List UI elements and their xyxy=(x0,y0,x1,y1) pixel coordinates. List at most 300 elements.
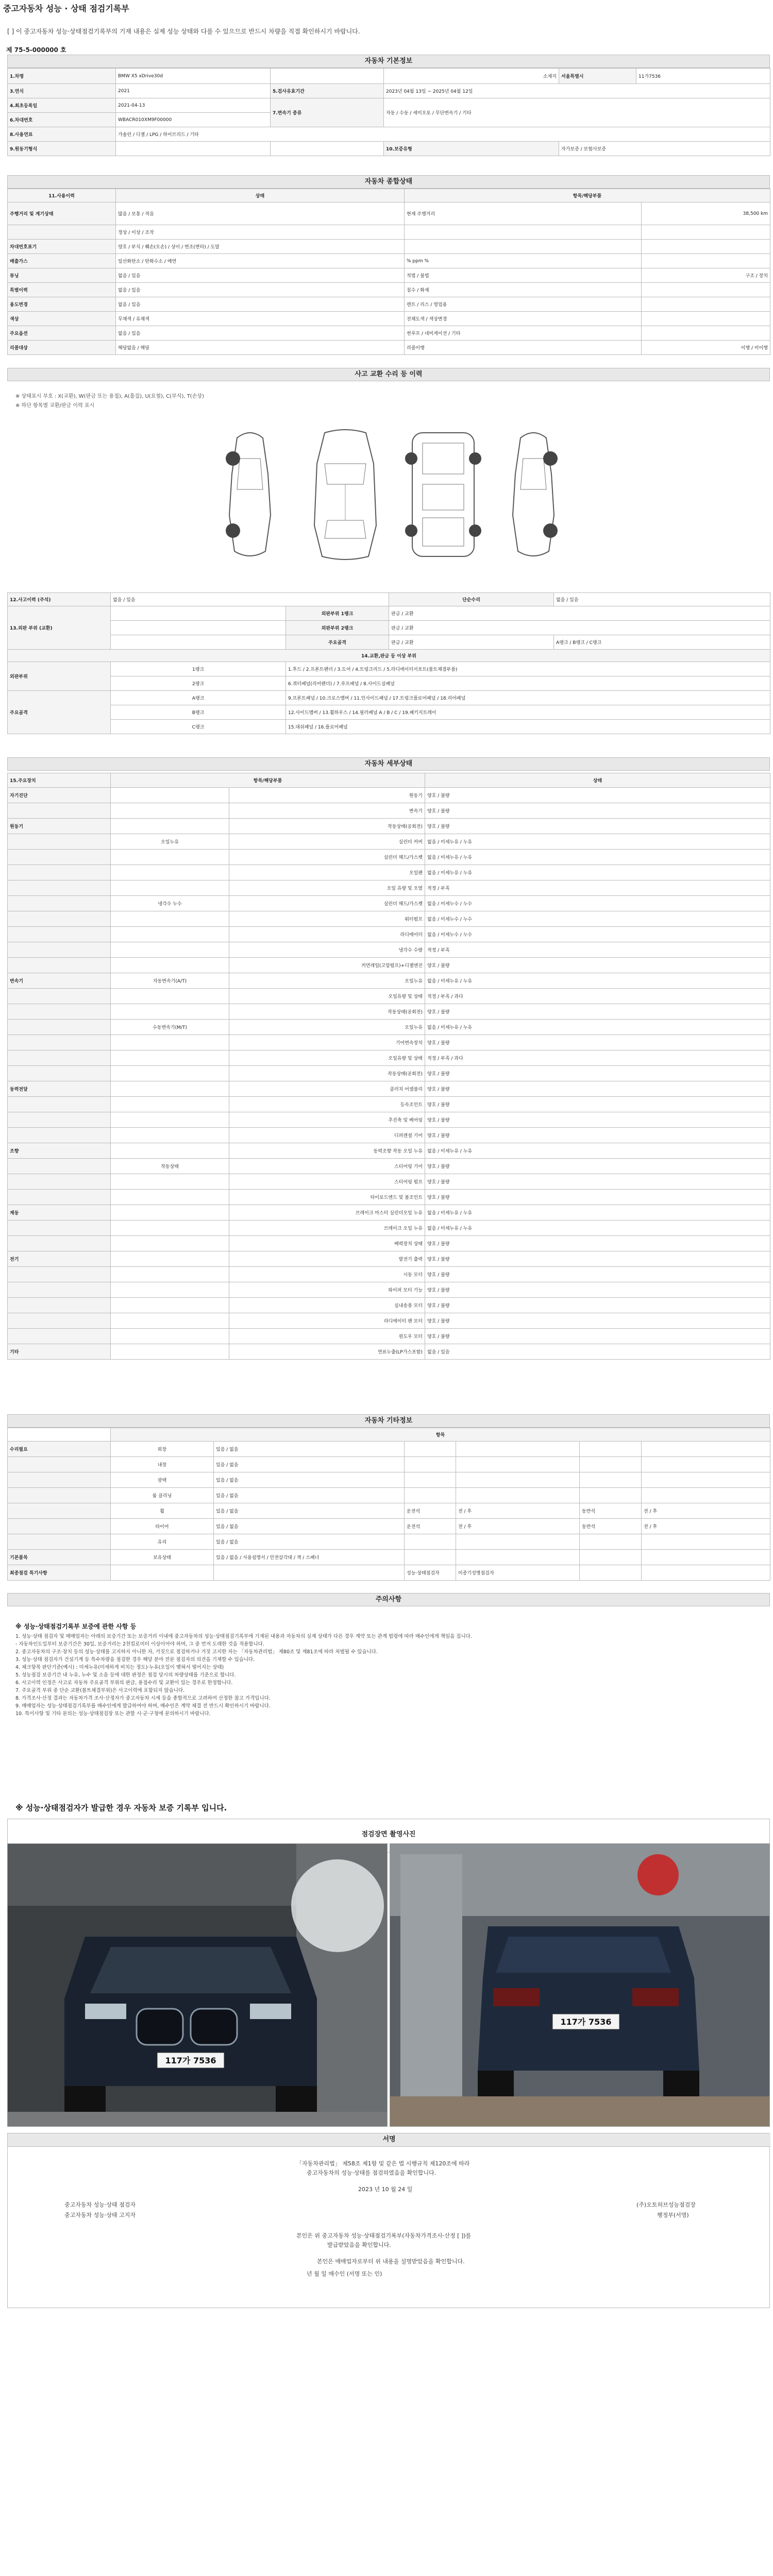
overall-state-table xyxy=(7,189,770,355)
car-left-side-icon xyxy=(216,428,283,562)
label: 12.사고이력 (주석) xyxy=(8,593,111,606)
extra-label xyxy=(580,1534,642,1550)
sub-label: 냉각수 누수 xyxy=(111,896,229,911)
group-label xyxy=(8,1534,111,1550)
group-label: 제동 xyxy=(8,1205,111,1221)
group-label xyxy=(8,865,111,880)
sub-label xyxy=(111,1050,229,1066)
sub-label xyxy=(111,1282,229,1298)
item-label: 오일누유 xyxy=(229,1020,425,1035)
item-state: 있음 / 없음 xyxy=(214,1457,405,1472)
item-label: 실린더 커버 xyxy=(229,834,425,850)
group-label xyxy=(8,1298,111,1313)
sub-label: 오일누유 xyxy=(111,834,229,850)
sig-value: (주)오토허브성능점검장 xyxy=(636,2201,696,2208)
group-label xyxy=(8,834,111,850)
item-state: 양호 / 불량 xyxy=(425,1035,770,1050)
item-label: 휠 xyxy=(111,1503,214,1519)
extra-value xyxy=(642,1488,770,1503)
extra-value xyxy=(642,1534,770,1550)
sub-label xyxy=(111,1081,229,1097)
group-label xyxy=(8,1097,111,1112)
detail-state-table xyxy=(7,773,770,1360)
row-value: 구조 / 장치 xyxy=(642,268,770,283)
sub-label xyxy=(111,850,229,865)
sig-line: 본인은 매매업자로부터 위 내용을 설명받았음을 확인합니다. xyxy=(317,2258,465,2265)
value: 가솔린 / 디젤 / LPG / 하이브리드 / 기타 xyxy=(116,127,770,142)
item-state: 없음 / 미세누유 / 누유 xyxy=(425,865,770,880)
extra-value: 전 / 후 xyxy=(642,1503,770,1519)
row-label: 배출가스 xyxy=(8,254,116,268)
item-label: 작동상태(공회전) xyxy=(229,1004,425,1020)
head: 항목 xyxy=(111,1428,770,1442)
row-label: 리콜대상 xyxy=(8,341,116,355)
sub-label xyxy=(111,803,229,819)
item-label: 광택 xyxy=(111,1472,214,1488)
item-state: 양호 / 불량 xyxy=(425,1190,770,1205)
row-value xyxy=(642,312,770,326)
group-label: 동력전달 xyxy=(8,1081,111,1097)
row-label xyxy=(8,225,116,240)
item-label: 타이로드엔드 및 볼조인트 xyxy=(229,1190,425,1205)
row-state: 일산화탄소 / 탄화수소 / 매연 xyxy=(116,254,405,268)
sub-label xyxy=(111,1205,229,1221)
item-label: 원동기 xyxy=(229,788,425,803)
item-state: 없음 / 미세누유 / 누유 xyxy=(425,1020,770,1035)
sig-date: 2023 년 10 월 24 일 xyxy=(358,2186,413,2193)
item-state: 있음 / 없음 xyxy=(214,1442,405,1457)
extra-value xyxy=(456,1550,580,1565)
sub-label xyxy=(111,1221,229,1236)
value: 2021-04-13 xyxy=(116,98,271,113)
extra-label: 동반석 xyxy=(580,1503,642,1519)
extra-label: 운전석 xyxy=(405,1503,456,1519)
items: 6.쿼터패널(리어펜더) / 7.루프패널 / 8.사이드실패널 xyxy=(286,676,770,691)
label: 5.검사유효기간 xyxy=(271,84,384,98)
row-state: 없음 / 있음 xyxy=(116,326,405,341)
basic-info-table xyxy=(7,68,770,156)
car-right-side-icon xyxy=(500,428,567,562)
sub-label xyxy=(111,1143,229,1159)
item-label: 타이어 xyxy=(111,1519,214,1534)
extra-label xyxy=(580,1565,642,1581)
group-label xyxy=(8,1267,111,1282)
sig-line: 발급받았음을 확인합니다. xyxy=(327,2242,391,2248)
extra-label xyxy=(405,1488,456,1503)
item-state: 없음 / 미세누유 / 누유 xyxy=(425,834,770,850)
extra-label xyxy=(405,1534,456,1550)
group-label: 자기진단 xyxy=(8,788,111,803)
row-value: 38,500 km xyxy=(642,202,770,225)
caution-emphasis: ※ 성능·상태점검자가 발급한 경우 자동차 보증 기록부 입니다. xyxy=(15,1803,227,1812)
group-label xyxy=(8,896,111,911)
sub-label xyxy=(111,1004,229,1020)
item-label: 기어변속장치 xyxy=(229,1035,425,1050)
sub-label xyxy=(111,1267,229,1282)
caution-line: 1. 성능·상태 점검자 및 매매업자는 아래의 보증기간 또는 보증거리 이내에 중고자동차의 성능·상태점검기록부에 기재된 내용과 자동차의 실제 상태가 다른 경우 계약 또는 관계 법령에 따라 매수인에게 책임을 집니다. xyxy=(15,1634,472,1639)
extra-label xyxy=(580,1442,642,1457)
group-label xyxy=(8,1519,111,1534)
caution-line: 9. 매매업자는 성능·상태점검기록부를 매수인에게 발급하여야 하며, 매수인은 계약 체결 전 반드시 확인하시기 바랍니다. xyxy=(15,1703,271,1709)
group: 주요골격 xyxy=(8,691,111,734)
item-state: 양호 / 불량 xyxy=(425,958,770,973)
rank: 1랭크 xyxy=(111,662,286,676)
sub-label xyxy=(111,1066,229,1081)
section-detail-title: 자동차 세부상태 xyxy=(7,757,770,771)
extra-label: 운전석 xyxy=(405,1519,456,1534)
row-state: 무채색 / 유채색 xyxy=(116,312,405,326)
extra-label xyxy=(405,1442,456,1457)
item-state: 양호 / 불량 xyxy=(425,1128,770,1143)
row-state: 많음 / 보통 / 적음 xyxy=(116,202,405,225)
extra-value: 이종기성명점검자 xyxy=(456,1565,580,1581)
value: 판금 / 교환 xyxy=(389,621,770,635)
item-state: 없음 / 미세누수 / 누수 xyxy=(425,911,770,927)
item-label: 오일유량 및 상태 xyxy=(229,1050,425,1066)
sub-label xyxy=(111,1298,229,1313)
sig-label: 중고자동차 성능·상태 점검자 xyxy=(64,2201,136,2208)
extra-value xyxy=(642,1457,770,1472)
item-state: 없음 / 미세누유 / 누유 xyxy=(425,1221,770,1236)
group-label: 기타 xyxy=(8,1344,111,1360)
extra-value: 전 / 후 xyxy=(456,1519,580,1534)
item-state: 양호 / 불량 xyxy=(425,1097,770,1112)
etc-info-table xyxy=(7,1428,770,1581)
caution-line: 8. 가격조사·산정 결과는 자동차가격 조사·산정자가 중고자동차 시세 등을 종합적으로 고려하여 산정한 참고 가격입니다. xyxy=(15,1696,271,1701)
caution-line: - 자동차인도일부터 보증기간은 30일, 보증거리는 2천킬로미터 이상이어야 하며, 그 중 먼저 도래한 것을 적용합니다. xyxy=(15,1641,264,1647)
item-label: 시동 모터 xyxy=(229,1267,425,1282)
group-label xyxy=(8,942,111,958)
rank: A랭크 xyxy=(111,691,286,705)
items: 9.프론트패널 / 10.크로스멤버 / 11.인사이드패널 / 17.트렁크플로어패널 / 18.리어패널 xyxy=(286,691,770,705)
section-caution-title: 주의사항 xyxy=(7,1593,770,1606)
row-note xyxy=(405,225,642,240)
group-label xyxy=(8,1159,111,1174)
group-label xyxy=(8,1066,111,1081)
item-state: 양호 / 불량 xyxy=(425,819,770,834)
extra-label xyxy=(405,1472,456,1488)
caution-line: 6. 사고이력 인정은 사고로 자동차 주요골격 부위의 판금, 용접수리 및 교환이 있는 경우로 한정합니다. xyxy=(15,1680,233,1686)
item-label: 디퍼렌셜 기어 xyxy=(229,1128,425,1143)
items: 12.사이드멤버 / 13.휠하우스 / 14.필러패널 A / B / C / 19.패키지트레이 xyxy=(286,705,770,720)
head: 항목/해당부품 xyxy=(405,189,770,202)
item-label: 변속기 xyxy=(229,803,425,819)
item-label: 냉각수 수량 xyxy=(229,942,425,958)
sub-label xyxy=(111,958,229,973)
row-label: 특별이력 xyxy=(8,283,116,297)
value xyxy=(116,142,271,156)
items: 1.후드 / 2.프론트펜더 / 3.도어 / 4.트렁크리드 / 5.라디에이터서포트(볼트체결부품) xyxy=(286,662,770,676)
group-label xyxy=(8,1472,111,1488)
row-value xyxy=(642,240,770,254)
row-note: 렌트 / 리스 / 영업용 xyxy=(405,297,642,312)
extra-value xyxy=(642,1550,770,1565)
sub-label xyxy=(111,1313,229,1329)
rank: C랭크 xyxy=(111,720,286,734)
label: 1.차명 xyxy=(8,69,116,84)
row-label: 주요옵션 xyxy=(8,326,116,341)
row-state: 정상 / 이상 / 조작 xyxy=(116,225,405,240)
item-label: 작동상태(공회전) xyxy=(229,819,425,834)
item-state: 있음 / 없음 xyxy=(214,1519,405,1534)
group-label xyxy=(8,1329,111,1344)
item-state: 적정 / 부족 xyxy=(425,942,770,958)
group-label: 조향 xyxy=(8,1143,111,1159)
extra-label xyxy=(580,1550,642,1565)
sub-label xyxy=(111,788,229,803)
item-label: 연료누출(LP가스포함) xyxy=(229,1344,425,1360)
item-state: 양호 / 불량 xyxy=(425,788,770,803)
sig-value: 행정부(서명) xyxy=(657,2212,689,2218)
caution-line: 7. 주요골격 부위 중 단순 교환(볼트체결부위)은 사고이력에 포함되지 않습니다. xyxy=(15,1688,185,1693)
group-label: 원동기 xyxy=(8,819,111,834)
row-note: % ppm % xyxy=(405,254,642,268)
sig-line: 중고자동차의 성능·상태를 점검하였음을 확인합니다. xyxy=(307,2170,436,2176)
head: 상태 xyxy=(425,773,770,788)
label: 소재지 xyxy=(384,69,559,84)
sub-label xyxy=(111,1112,229,1128)
item-state xyxy=(214,1565,405,1581)
row-state: 없음 / 있음 xyxy=(116,297,405,312)
item-label: 유리 xyxy=(111,1534,214,1550)
row-label: 차대번호표기 xyxy=(8,240,116,254)
label: 10.보증유형 xyxy=(384,142,559,156)
item-label: 브레이크 오일 누유 xyxy=(229,1221,425,1236)
group-label: 변속기 xyxy=(8,973,111,989)
sub-label xyxy=(111,1097,229,1112)
extra-label xyxy=(405,1457,456,1472)
group-label xyxy=(8,958,111,973)
row-label: 튜닝 xyxy=(8,268,116,283)
sub-label xyxy=(111,1251,229,1267)
sig-line: 년 월 일 매수인 (서명 또는 인) xyxy=(307,2270,382,2277)
row-label: 용도변경 xyxy=(8,297,116,312)
section-basic-info-title: 자동차 기본정보 xyxy=(7,55,770,68)
caution-line: 3. 성능·상태 점검자가 건설기계 등 특수차량을 점검한 경우 해당 분야 전문 점검자의 의견을 기재할 수 있습니다. xyxy=(15,1657,255,1663)
group-label xyxy=(8,803,111,819)
item-state: 양호 / 불량 xyxy=(425,1267,770,1282)
extra-value xyxy=(456,1472,580,1488)
row-note: 썬루프 / 네비게이션 / 기타 xyxy=(405,326,642,341)
item-label: 워터펌프 xyxy=(229,911,425,927)
row-state: 없음 / 있음 xyxy=(116,268,405,283)
row-state: 해당없음 / 해당 xyxy=(116,341,405,355)
extra-label xyxy=(580,1457,642,1472)
item-label: 커먼레일(고압펌프)+디젤엔진 xyxy=(229,958,425,973)
item-state: 양호 / 불량 xyxy=(425,1313,770,1329)
row-value: 이행 / 미이행 xyxy=(642,341,770,355)
item-label: 오일팬 xyxy=(229,865,425,880)
item-state: 있음 / 없음 / 사용설명서 / 안전삼각대 / 잭 / 스패너 xyxy=(214,1550,405,1565)
item-label: 추진축 및 베어링 xyxy=(229,1112,425,1128)
group-label xyxy=(8,1488,111,1503)
group-label xyxy=(8,880,111,896)
item-state: 양호 / 불량 xyxy=(425,1236,770,1251)
item-state: 없음 / 있음 xyxy=(425,1344,770,1360)
car-top-view-icon xyxy=(304,428,386,562)
certificate-number: 제 75-5-000000 호 xyxy=(6,46,66,54)
item-label: 동력조향 작동 오일 누유 xyxy=(229,1143,425,1159)
item-state: 양호 / 불량 xyxy=(425,1112,770,1128)
extra-value: 전 / 후 xyxy=(642,1519,770,1534)
head: 14.교환,판금 등 이상 부위 xyxy=(8,650,770,662)
sub-label xyxy=(111,819,229,834)
notice-text: [ ] 이 중고자동차 성능·상태점검기록부의 기재 내용은 실제 성능 상태와 다를 수 있으므로 반드시 차량을 직접 확인하시기 바랍니다. xyxy=(7,28,360,35)
sub-label xyxy=(111,989,229,1004)
group-label: 수리필요 xyxy=(8,1442,111,1457)
item-label xyxy=(111,1565,214,1581)
item-state: 양호 / 불량 xyxy=(425,1298,770,1313)
section-overall-title: 자동차 종합상태 xyxy=(7,175,770,189)
group-label xyxy=(8,1128,111,1143)
group-label xyxy=(8,1503,111,1519)
label: 6.차대번호 xyxy=(8,113,116,127)
caution-heading: ※ 성능·상태점검기록부 보증에 관한 사항 등 xyxy=(15,1623,137,1630)
label: 13.외판 부위 (교환) xyxy=(8,606,111,650)
group-label xyxy=(8,1174,111,1190)
head: 상태 xyxy=(116,189,405,202)
inspection-photo-rear xyxy=(390,1843,770,2127)
label: 서울특별시 xyxy=(559,69,636,84)
extra-label xyxy=(405,1550,456,1565)
sig-label: 중고자동차 성능·상태 고지자 xyxy=(64,2212,136,2218)
caution-line: 4. 체크항목 판단기준(예시) : 미세누유(미세하게 비치는 정도)·누유(오일이 맺혀서 떨어지는 상태) xyxy=(15,1665,224,1670)
plate-text: 117가 7536 xyxy=(165,2056,216,2065)
item-label: 발전기 출력 xyxy=(229,1251,425,1267)
item-state: 적정 / 부족 / 과다 xyxy=(425,989,770,1004)
extra-value xyxy=(642,1565,770,1581)
group: 외판부위 xyxy=(8,662,111,691)
row-note: 침수 / 화재 xyxy=(405,283,642,297)
label: 단순수리 xyxy=(389,593,554,606)
photo-section-title: 점검장면 촬영사진 xyxy=(7,1819,770,1853)
item-state: 양호 / 불량 xyxy=(425,803,770,819)
label: 9.원동기형식 xyxy=(8,142,116,156)
head: 항목/해당부품 xyxy=(111,773,425,788)
sub-label xyxy=(111,1035,229,1050)
car-underbody-icon xyxy=(402,428,484,562)
item-label: 등속조인트 xyxy=(229,1097,425,1112)
section-accident-title: 사고 교환 수리 등 이력 xyxy=(7,368,770,381)
value: 자가보증 / 보험사보증 xyxy=(559,142,770,156)
row-note: 적법 / 불법 xyxy=(405,268,642,283)
item-state: 양호 / 불량 xyxy=(425,1251,770,1267)
row-state: 없음 / 있음 xyxy=(116,283,405,297)
item-state: 양호 / 불량 xyxy=(425,1066,770,1081)
plate-text: 117가 7536 xyxy=(560,2017,612,2027)
row-value xyxy=(642,225,770,240)
row-value xyxy=(642,326,770,341)
rank: B랭크 xyxy=(111,705,286,720)
label: 8.사용연료 xyxy=(8,127,116,142)
item-label: 배력장치 상태 xyxy=(229,1236,425,1251)
row-value xyxy=(642,254,770,268)
item-label: 와이퍼 모터 기능 xyxy=(229,1282,425,1298)
extra-value xyxy=(456,1442,580,1457)
sub-label xyxy=(111,942,229,958)
legend-note: ※ 하단 항목별 교환/판금 이력 표시 xyxy=(15,403,95,409)
section-etc-title: 자동차 기타정보 xyxy=(7,1414,770,1428)
sub-label: 수동변속기(M/T) xyxy=(111,1020,229,1035)
item-state: 있음 / 없음 xyxy=(214,1488,405,1503)
item-state: 없음 / 미세누유 / 누유 xyxy=(425,850,770,865)
group-label: 전기 xyxy=(8,1251,111,1267)
row-value xyxy=(642,297,770,312)
sub-label xyxy=(111,1329,229,1344)
row-label: 주행거리 및 계기상태 xyxy=(8,202,116,225)
sub-label xyxy=(111,927,229,942)
item-label: 브레이크 마스터 실린더오일 누유 xyxy=(229,1205,425,1221)
item-label: 실내송풍 모터 xyxy=(229,1298,425,1313)
signature-title: 서명 xyxy=(8,2133,770,2147)
sub-label: 작동상태 xyxy=(111,1159,229,1174)
extra-value xyxy=(456,1457,580,1472)
row-note: 현재 주행거리 xyxy=(405,202,642,225)
group-label xyxy=(8,1221,111,1236)
item-label: 클러치 어셈블리 xyxy=(229,1081,425,1097)
row-note: 리콜이행 xyxy=(405,341,642,355)
group-label xyxy=(8,1236,111,1251)
item-state: 있음 / 없음 xyxy=(214,1503,405,1519)
caution-line: 2. 중고자동차의 구조·장치 등의 성능·상태를 고지하지 아니한 자, 거짓으로 점검하거나 거짓 고지한 자는 「자동차관리법」 제80조 및 제81조에 따라 처벌될 수 있습니다. xyxy=(15,1649,378,1655)
item-label: 라디에이터 팬 모터 xyxy=(229,1313,425,1329)
item-label: 오일누유 xyxy=(229,973,425,989)
item-state: 양호 / 불량 xyxy=(425,1282,770,1298)
group-label: 기본품목 xyxy=(8,1550,111,1565)
row-label: 색상 xyxy=(8,312,116,326)
sub-label xyxy=(111,911,229,927)
group-label xyxy=(8,1112,111,1128)
group-label xyxy=(8,1050,111,1066)
value: 없음 / 있음 xyxy=(111,593,389,606)
item-state: 적정 / 부족 / 과다 xyxy=(425,1050,770,1066)
item-state: 적정 / 부족 xyxy=(425,880,770,896)
item-state: 있음 / 없음 xyxy=(214,1534,405,1550)
head: 11.사용이력 xyxy=(8,189,116,202)
sub-label xyxy=(111,880,229,896)
value: 자동 / 수동 / 세미오토 / 무단변속기 / 기타 xyxy=(384,98,770,127)
group-label xyxy=(8,1035,111,1050)
value: 판금 / 교환 xyxy=(389,606,770,621)
sub-label xyxy=(111,1190,229,1205)
value: 11가7536 xyxy=(636,69,770,84)
document-title: 중고자동차 성능 · 상태 점검기록부 xyxy=(3,4,129,13)
row-note xyxy=(405,240,642,254)
item-state: 없음 / 미세누유 / 누유 xyxy=(425,1143,770,1159)
label: 4.최초등록일 xyxy=(8,98,116,113)
label: 7.변속기 종류 xyxy=(271,98,384,127)
group-label xyxy=(8,850,111,865)
sub-label xyxy=(111,1128,229,1143)
signature-box xyxy=(7,2133,770,2308)
item-state: 양호 / 불량 xyxy=(425,1081,770,1097)
sub-label: 자동변속기(A/T) xyxy=(111,973,229,989)
sub-label xyxy=(111,1344,229,1360)
caution-text xyxy=(15,1623,758,1718)
rank: 주요골격 xyxy=(286,635,389,650)
group-label xyxy=(8,1190,111,1205)
item-label: 스티어링 기어 xyxy=(229,1159,425,1174)
value: 2023년 04월 13일 ~ 2025년 04월 12일 xyxy=(384,84,770,98)
item-label: 룸 클리닝 xyxy=(111,1488,214,1503)
extra-label xyxy=(580,1472,642,1488)
group-label xyxy=(8,1313,111,1329)
item-label: 실린더 헤드/가스켓 xyxy=(229,850,425,865)
item-label: 라디에이터 xyxy=(229,927,425,942)
item-state: 없음 / 미세누유 / 누유 xyxy=(425,1205,770,1221)
caution-line: 5. 성능점검 보증기간 내 누유, 누수 및 소음 등에 대한 판정은 점검 당시의 차량상태를 기준으로 합니다. xyxy=(15,1672,236,1678)
item-state: 없음 / 미세누수 / 누수 xyxy=(425,896,770,911)
